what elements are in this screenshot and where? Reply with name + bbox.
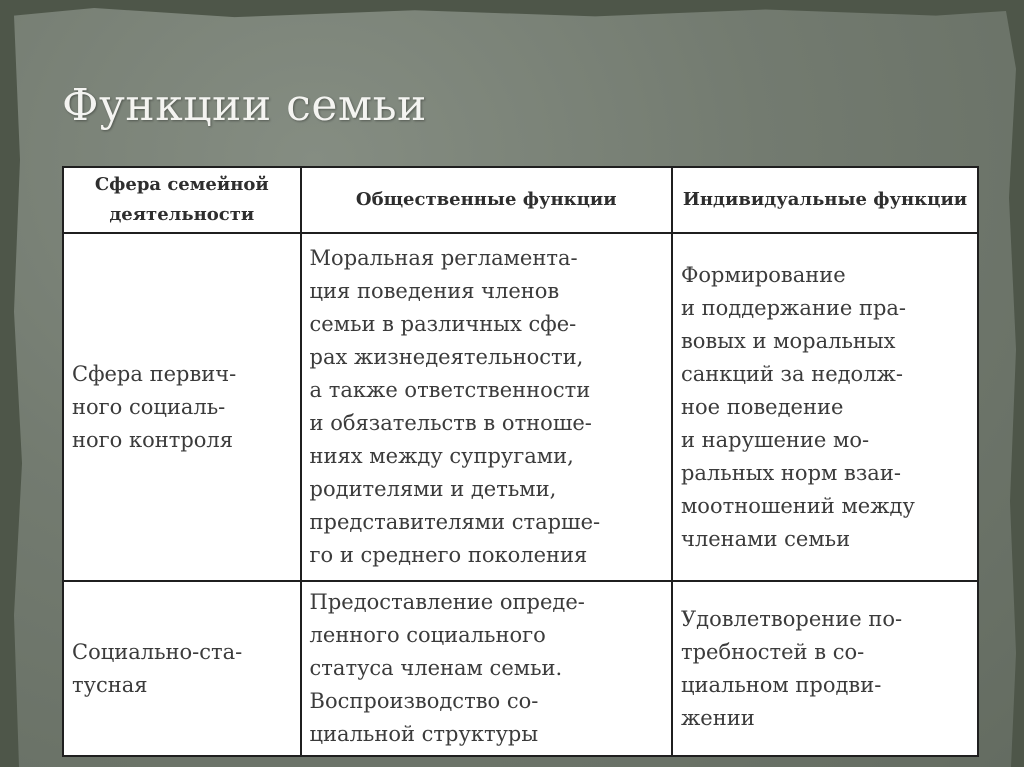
table-row bbox=[63, 581, 978, 756]
family-functions-table bbox=[62, 166, 979, 757]
header-sphere: Сфера семейной деятельности bbox=[63, 167, 301, 233]
header-social-functions: Общественные функции bbox=[301, 167, 672, 233]
table-row bbox=[63, 233, 978, 581]
cell-social-function: Предоставление опреде- ленного социального статуса членам семьи. Воспроизводство со- циальной структуры bbox=[301, 581, 672, 756]
header-individual-functions: Индивидуальные функции bbox=[672, 167, 978, 233]
table-header-row bbox=[63, 167, 978, 233]
cell-individual-function: Формирование и поддержание пра- вовых и моральных санкций за недолж- ное поведение и нарушение мо- ральных норм взаи- моотношений между членами семьи bbox=[672, 233, 978, 581]
cell-sphere: Социально-ста- тусная bbox=[63, 581, 301, 756]
cell-individual-function: Удовлетворение по- требностей в со- циальном продви- жении bbox=[672, 581, 978, 756]
cell-sphere: Сфера первич- ного социаль- ного контроля bbox=[63, 233, 301, 581]
cell-social-function: Моральная регламента- ция поведения членов семьи в различных сфе- рах жизнедеятельности, а также ответственности и обязательств в отноше- ниях между супругами, родителями и детьми, представителями старше- го и среднего поколения bbox=[301, 233, 672, 581]
slide-title: Функции семьи bbox=[62, 80, 427, 131]
